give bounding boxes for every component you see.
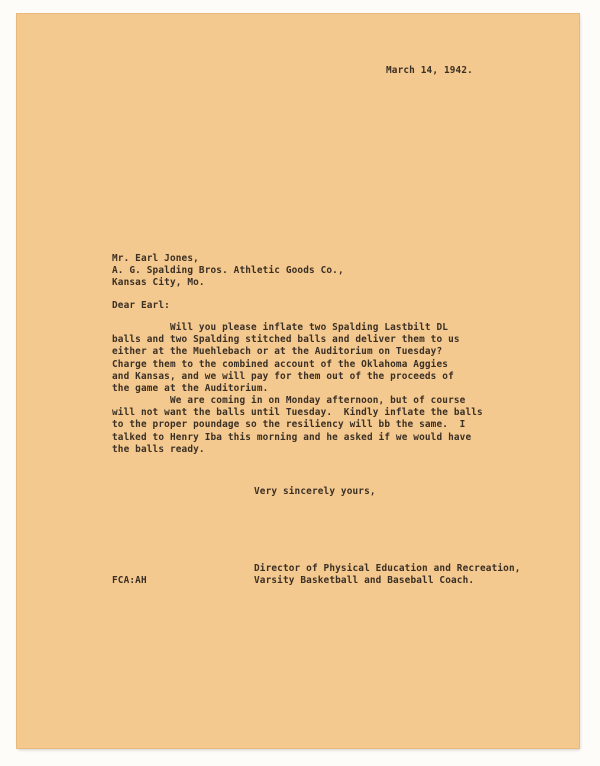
paragraph-line: and Kansas, and we will pay for them out of the proceeds of [112,370,454,382]
paragraph-line: Charge them to the combined account of the Oklahoma Aggies [112,358,449,370]
body-paragraph-1 [112,322,460,395]
signature-block [254,563,521,587]
letter-date: March 14, 1942. [386,65,473,76]
recipient-name: Mr. Earl Jones, [112,253,199,264]
body-paragraph-2 [112,395,483,456]
paragraph-line: We are coming in on Monday afternoon, but of course [112,395,466,406]
signature-title-line: Varsity Basketball and Baseball Coach. [254,575,475,587]
paragraph-line: the game at the Auditorium. [112,383,269,395]
paragraph-line: balls and two Spalding stitched balls and deliver them to us [112,334,460,346]
signature-title-line: Director of Physical Education and Recreation, [254,563,521,574]
paragraph-line: either at the Muehlebach or at the Auditorium on Tuesday? [112,346,443,358]
paragraph-line: will not want the balls until Tuesday. Kindly inflate the balls [112,407,483,419]
paragraph-line: talked to Henry Iba this morning and he asked if we would have [112,431,472,443]
recipient-address [112,253,344,290]
paragraph-line: Will you please inflate two Spalding Lastbilt DL [112,322,449,333]
reference-initials: FCA:AH [112,575,147,586]
complimentary-close: Very sincerely yours, [254,486,376,497]
paragraph-line: the balls ready. [112,443,205,455]
recipient-company: A. G. Spalding Bros. Athletic Goods Co., [112,265,344,277]
recipient-city: Kansas City, Mo. [112,277,205,289]
salutation: Dear Earl: [112,300,170,311]
paragraph-line: to the proper poundage so the resiliency will bb the same. I [112,419,466,431]
